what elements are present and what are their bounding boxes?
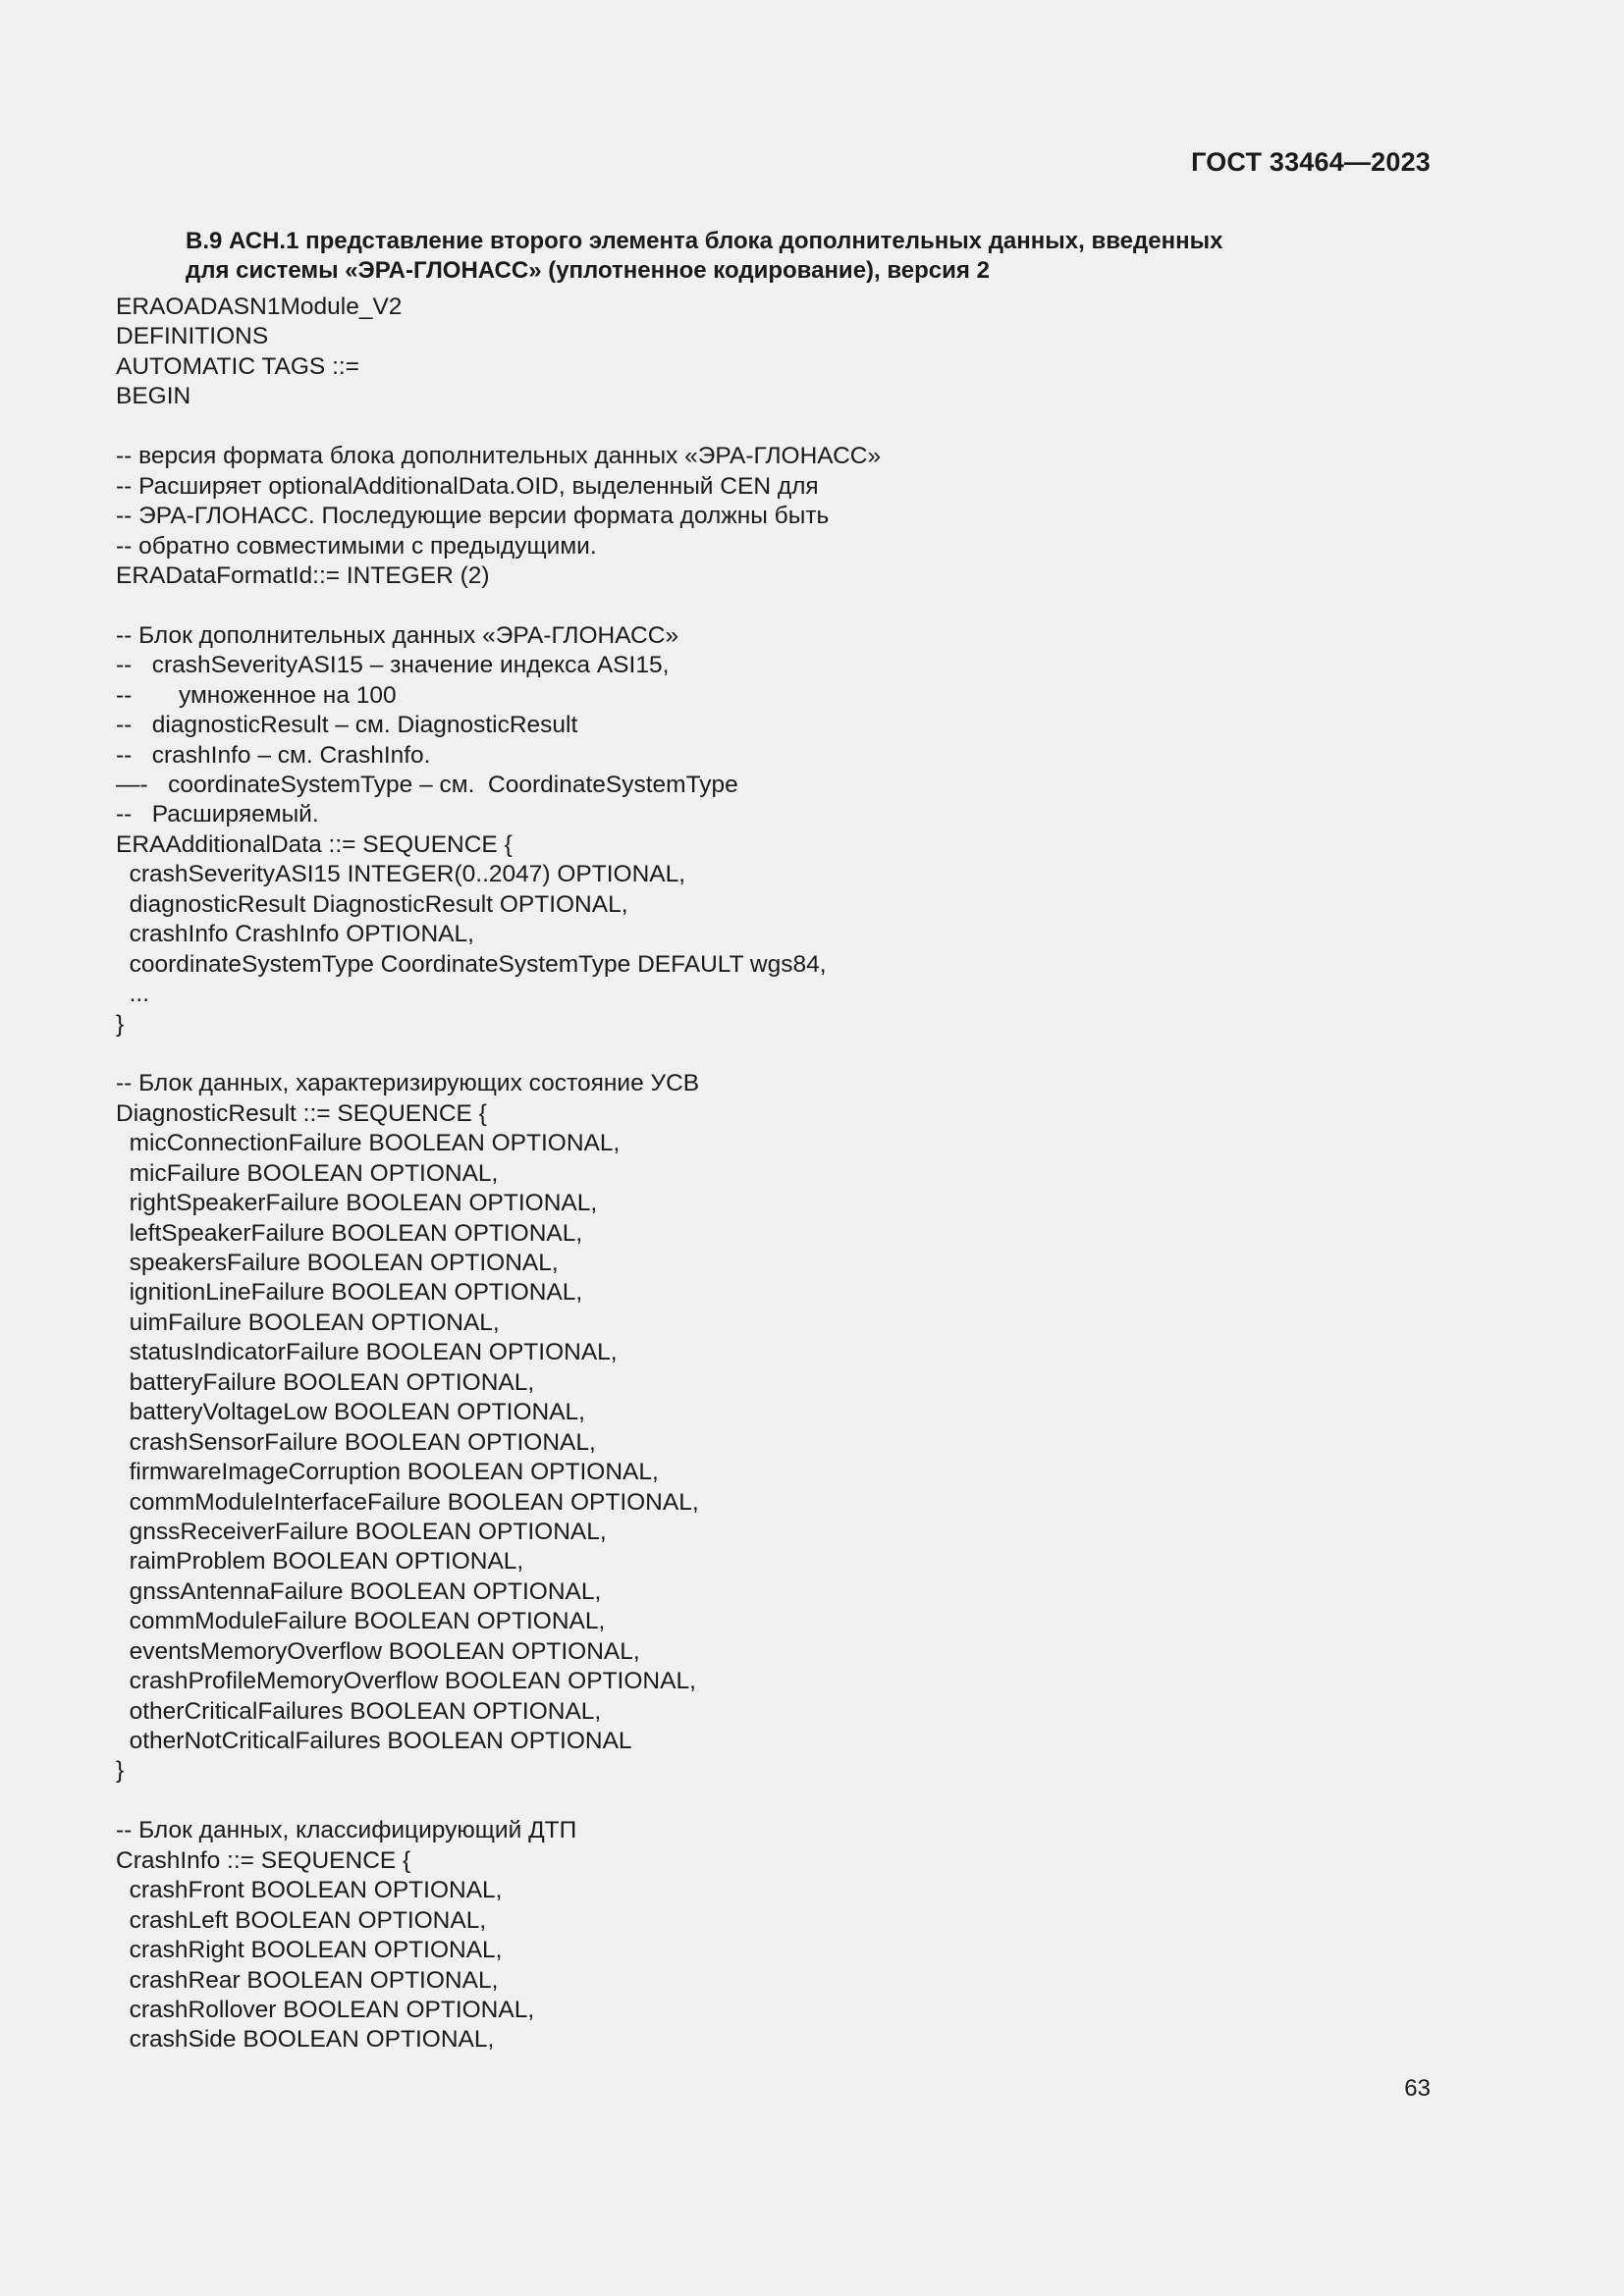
page-number: 63 bbox=[1404, 2075, 1431, 2102]
code-line: statusIndicatorFailure BOOLEAN OPTIONAL, bbox=[116, 1339, 618, 1366]
code-line: -- Блок дополнительных данных «ЭРА-ГЛОНАСС» bbox=[116, 621, 679, 649]
code-line: diagnosticResult DiagnosticResult OPTIONAL, bbox=[116, 890, 628, 918]
code-line: AUTOMATIC TAGS ::= bbox=[116, 352, 359, 380]
code-line: CrashInfo ::= SEQUENCE { bbox=[116, 1846, 411, 1874]
code-line: ERAAdditionalData ::= SEQUENCE { bbox=[116, 830, 513, 858]
section-heading-line-1: B.9 АСН.1 представление второго элемента блока дополнительных данных, введенных bbox=[186, 228, 1223, 254]
code-line: DiagnosticResult ::= SEQUENCE { bbox=[116, 1099, 487, 1127]
code-line: -- умноженное на 100 bbox=[116, 681, 397, 709]
code-line: crashLeft BOOLEAN OPTIONAL, bbox=[116, 1906, 487, 1934]
code-line: -- ЭРА-ГЛОНАСС. Последующие версии формата должны быть bbox=[116, 503, 830, 530]
code-line: commModuleInterfaceFailure BOOLEAN OPTIONAL, bbox=[116, 1488, 699, 1516]
code-line: -- Блок данных, характеризирующих состояние УСВ bbox=[116, 1070, 700, 1097]
code-line: commModuleFailure BOOLEAN OPTIONAL, bbox=[116, 1608, 606, 1635]
code-line: coordinateSystemType CoordinateSystemType DEFAULT wgs84, bbox=[116, 950, 827, 978]
code-line: speakersFailure BOOLEAN OPTIONAL, bbox=[116, 1250, 559, 1276]
code-line: —- coordinateSystemType – см. CoordinateSystemType bbox=[116, 772, 738, 798]
code-line: crashProfileMemoryOverflow BOOLEAN OPTIONAL, bbox=[116, 1668, 696, 1695]
code-line: otherNotCriticalFailures BOOLEAN OPTIONAL bbox=[116, 1728, 632, 1754]
code-line: -- Блок данных, классифицирующий ДТП bbox=[116, 1817, 577, 1844]
code-line: BEGIN bbox=[116, 383, 191, 410]
code-line: otherCriticalFailures BOOLEAN OPTIONAL, bbox=[116, 1697, 602, 1725]
code-line: eventsMemoryOverflow BOOLEAN OPTIONAL, bbox=[116, 1637, 640, 1665]
code-line: -- crashSeverityASI15 – значение индекса ASI15, bbox=[116, 652, 670, 679]
code-line: leftSpeakerFailure BOOLEAN OPTIONAL, bbox=[116, 1219, 583, 1247]
code-line: crashFront BOOLEAN OPTIONAL, bbox=[116, 1877, 503, 1904]
code-line: uimFailure BOOLEAN OPTIONAL, bbox=[116, 1308, 500, 1336]
code-line: gnssReceiverFailure BOOLEAN OPTIONAL, bbox=[116, 1518, 607, 1545]
code-line: -- diagnosticResult – см. DiagnosticResult bbox=[116, 712, 578, 739]
code-line: crashInfo CrashInfo OPTIONAL, bbox=[116, 921, 474, 948]
code-line: -- обратно совместимыми с предыдущими. bbox=[116, 532, 597, 560]
section-heading-line-2: для системы «ЭРА-ГЛОНАСС» (уплотненное кодирование), версия 2 bbox=[186, 257, 990, 284]
code-blank-line bbox=[116, 1787, 881, 1816]
code-blank-line bbox=[116, 1040, 881, 1069]
code-line: micConnectionFailure BOOLEAN OPTIONAL, bbox=[116, 1130, 621, 1157]
code-line: raimProblem BOOLEAN OPTIONAL, bbox=[116, 1548, 524, 1575]
code-line: micFailure BOOLEAN OPTIONAL, bbox=[116, 1159, 499, 1187]
code-line: ... bbox=[116, 981, 150, 1008]
code-line: rightSpeakerFailure BOOLEAN OPTIONAL, bbox=[116, 1190, 598, 1217]
code-line: -- crashInfo – см. CrashInfo. bbox=[116, 741, 431, 769]
code-line: crashRollover BOOLEAN OPTIONAL, bbox=[116, 1996, 535, 2023]
asn1-code-listing bbox=[116, 293, 881, 2056]
code-blank-line bbox=[116, 412, 881, 442]
code-line: crashSensorFailure BOOLEAN OPTIONAL, bbox=[116, 1428, 596, 1456]
code-line: firmwareImageCorruption BOOLEAN OPTIONAL, bbox=[116, 1459, 659, 1486]
code-line: crashSeverityASI15 INTEGER(0..2047) OPTIONAL, bbox=[116, 861, 686, 888]
code-line: ignitionLineFailure BOOLEAN OPTIONAL, bbox=[116, 1279, 583, 1307]
code-line: -- Расширяет optionalAdditionalData.OID, выделенный CEN для bbox=[116, 472, 819, 500]
section-heading bbox=[186, 227, 1383, 286]
code-line: crashRear BOOLEAN OPTIONAL, bbox=[116, 1966, 499, 1994]
code-line: gnssAntennaFailure BOOLEAN OPTIONAL, bbox=[116, 1577, 602, 1605]
document-standard-number: ГОСТ 33464—2023 bbox=[1191, 147, 1431, 177]
code-line: crashRight BOOLEAN OPTIONAL, bbox=[116, 1937, 503, 1964]
code-line: crashSide BOOLEAN OPTIONAL, bbox=[116, 2026, 495, 2054]
code-blank-line bbox=[116, 591, 881, 620]
code-line: } bbox=[116, 1757, 125, 1785]
code-line: batteryFailure BOOLEAN OPTIONAL, bbox=[116, 1368, 535, 1396]
code-line: DEFINITIONS bbox=[116, 323, 269, 350]
code-line: ERAOADASN1Module_V2 bbox=[116, 294, 403, 320]
code-line: batteryVoltageLow BOOLEAN OPTIONAL, bbox=[116, 1399, 585, 1426]
code-line: -- Расширяемый. bbox=[116, 801, 319, 828]
code-line: -- версия формата блока дополнительных данных «ЭРА-ГЛОНАСС» bbox=[116, 443, 882, 470]
code-line: ERADataFormatId::= INTEGER (2) bbox=[116, 561, 490, 589]
code-line: } bbox=[116, 1010, 125, 1038]
